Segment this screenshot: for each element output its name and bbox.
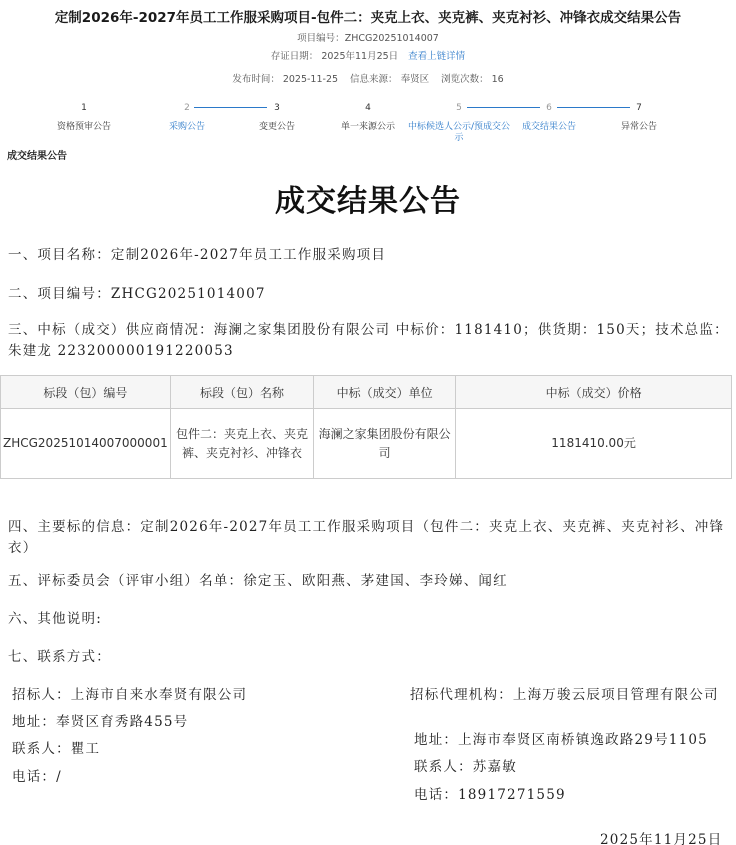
table-header: 中标（成交）单位	[314, 376, 456, 409]
project-name: 一、项目名称：定制2026年-2027年员工工作服采购项目	[8, 247, 387, 263]
lot-code-cell: ZHCG20251014007000001	[1, 409, 171, 479]
project-code-label: 项目编号：	[297, 33, 345, 44]
table-header: 标段（包）编号	[1, 376, 171, 409]
agent-address: 地址：上海市奉贤区南桥镇逸政路29号1105	[414, 732, 708, 748]
step-number: 7	[636, 103, 642, 113]
step-qualification[interactable]	[29, 101, 139, 133]
step-label: 异常公告	[620, 122, 657, 132]
info-source: 信息来源： 奉贤区	[350, 74, 430, 85]
publish-time: 发布时间： 2025-11-25	[232, 74, 339, 85]
step-label: 中标候选人公示/预成交公示	[407, 122, 511, 143]
other-notes: 六、其他说明:	[8, 611, 102, 627]
committee-list: 五、评标委员会（评审小组）名单：徐定玉、欧阳燕、茅建国、李玲娣、闻红	[8, 573, 508, 589]
step-label: 采购公告	[168, 122, 205, 132]
process-steps	[0, 101, 736, 149]
result-table	[0, 375, 732, 479]
publish-info	[0, 71, 736, 85]
contact-heading: 七、联系方式：	[8, 649, 111, 665]
project-code-value: ZHCG20251014007	[344, 33, 439, 44]
agent-phone: 电话：18917271559	[414, 787, 566, 803]
buyer-contact-person: 联系人：瞿工	[12, 741, 101, 757]
winner-price-cell: 1181410.00元	[456, 409, 732, 479]
step-label: 资格预审公告	[56, 122, 111, 132]
table-header: 标段（包）名称	[170, 376, 313, 409]
document-title: 成交结果公告	[275, 184, 461, 219]
project-code-line	[0, 30, 736, 44]
deposit-line	[0, 48, 736, 62]
buyer-address: 地址：奉贤区育秀路455号	[12, 714, 189, 730]
step-label: 变更公告	[258, 122, 295, 132]
table-header-row	[1, 376, 732, 409]
step-number: 1	[81, 103, 87, 113]
step-number: 3	[274, 103, 280, 113]
project-number: 二、项目编号：ZHCG20251014007	[8, 286, 266, 302]
step-abnormal[interactable]	[584, 101, 694, 133]
step-number: 6	[546, 103, 552, 113]
view-count: 浏览次数： 16	[441, 74, 504, 85]
step-number: 5	[456, 103, 462, 113]
section-label: 成交结果公告	[7, 151, 67, 162]
table-row	[1, 409, 732, 479]
winner-unit-cell: 海澜之家集团股份有限公司	[314, 409, 456, 479]
table-header: 中标（成交）价格	[456, 376, 732, 409]
winning-supplier: 三、中标（成交）供应商情况：海澜之家集团股份有限公司 中标价：1181410；供货期：150天；技术总监：朱建龙 223200000191220053	[8, 322, 729, 359]
agent-name: 招标代理机构：上海万骏云辰项目管理有限公司	[410, 687, 719, 703]
step-number: 4	[365, 103, 371, 113]
deposit-date: 存证日期： 2025年11月25日	[270, 51, 399, 62]
notice-date: 2025年11月25日	[600, 832, 723, 845]
chain-detail-link[interactable]: 查看上链详情	[408, 51, 466, 62]
step-number: 2	[184, 103, 190, 113]
agent-contact-person: 联系人：苏嘉敏	[414, 759, 517, 775]
notice-title: 定制2026年-2027年员工工作服采购项目-包件二：夹克上衣、夹克裤、夹克衬衫、冲锋衣成交结果公告	[54, 10, 682, 26]
buyer-name: 招标人：上海市自来水奉贤有限公司	[12, 687, 248, 703]
lot-name-cell: 包件二：夹克上衣、夹克裤、夹克衬衫、冲锋衣	[170, 409, 313, 479]
main-subject-info: 四、主要标的信息：定制2026年-2027年员工工作服采购项目（包件二：夹克上衣、夹克裤、夹克衬衫、冲锋衣）	[8, 519, 725, 556]
buyer-phone: 电话：/	[12, 769, 62, 785]
step-label: 单一来源公示	[340, 122, 395, 132]
step-label: 成交结果公告	[521, 122, 576, 132]
